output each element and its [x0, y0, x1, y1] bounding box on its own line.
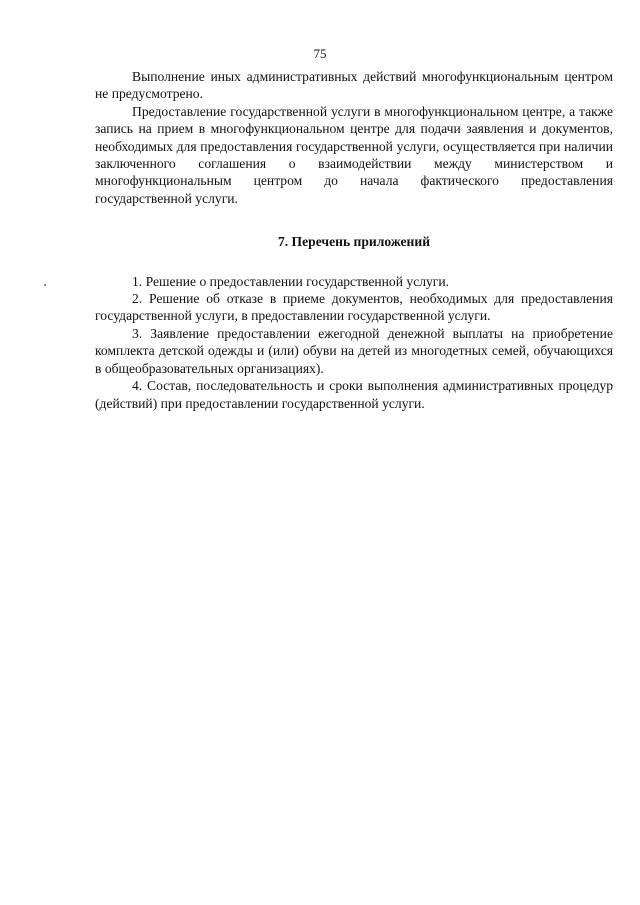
scan-artifact-dot: [44, 284, 46, 286]
paragraph-mfc-service: Предоставление государственной услуги в многофункциональном центре, а также запись на прием в многофункциональном центре для подачи заявления и документов, необходимых для предоставления государственной услуги, осуществляется при наличии заключенного соглашения о взаимодействии между министерством и многофункциональным центром до начала фактического предоставления государственной услуги.: [95, 103, 613, 206]
paragraph-mfc-actions: Выполнение иных административных действий многофункциональным центром не предусмотрено.: [95, 69, 613, 102]
document-body: [95, 68, 613, 412]
list-item-1: 1. Решение о предоставлении государственной услуги.: [132, 273, 450, 289]
list-item-2: 2. Решение об отказе в приеме документов, необходимых для предоставления государственной услуги, в предоставлении государственной услуги.: [95, 291, 613, 324]
section-heading: 7. Перечень приложений: [277, 234, 431, 250]
list-item-4: 4. Состав, последовательность и сроки выполнения административных процедур (действий) при предоставлении государственной услуги.: [95, 378, 613, 411]
page-number: 75: [313, 46, 327, 61]
list-item-3: 3. Заявление предоставлении ежегодной денежной выплаты на приобретение комплекта детской одежды и (или) обуви на детей из многодетных семей, обучающихся в общеобразовательных организациях).: [95, 325, 613, 376]
